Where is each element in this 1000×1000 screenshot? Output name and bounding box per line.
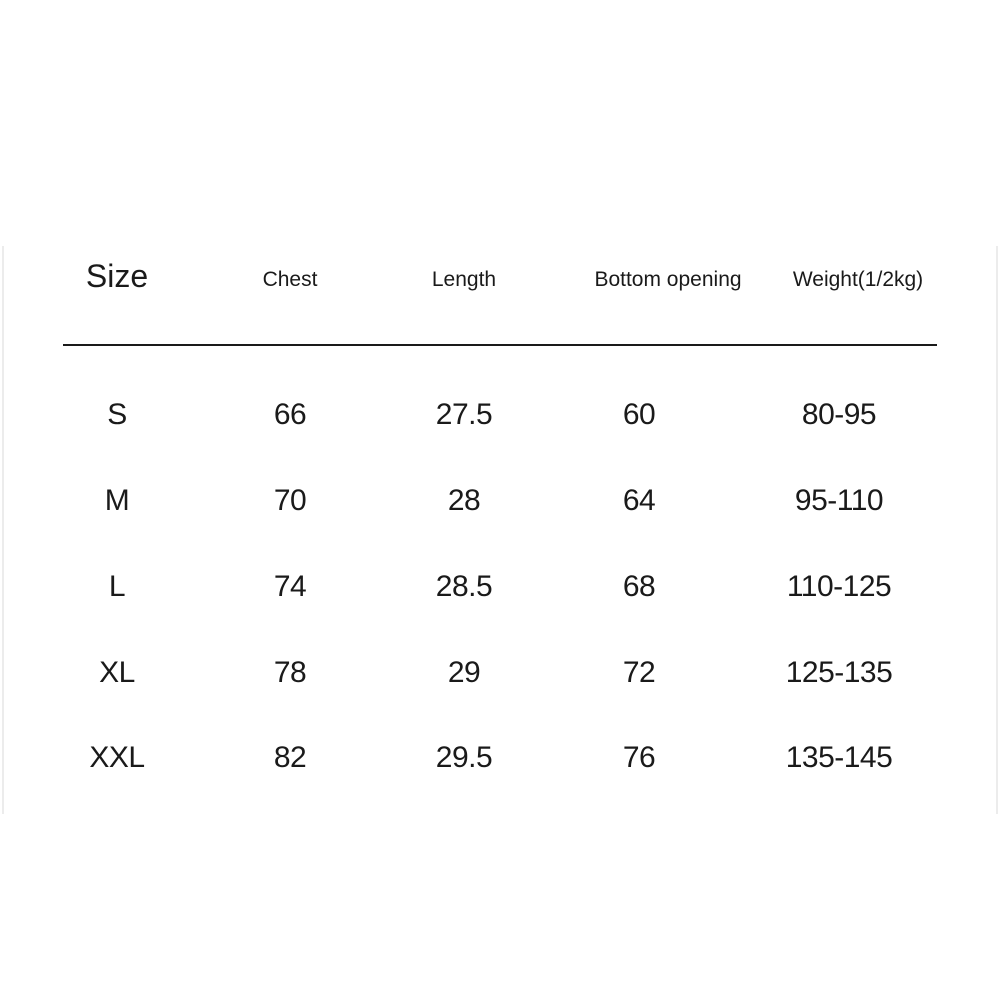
header-size: Size: [85, 258, 149, 294]
cell-size: XL: [99, 656, 135, 689]
cell-bottom-opening: 60: [622, 398, 656, 431]
cell-size: S: [107, 398, 127, 431]
header-length: Length: [431, 268, 497, 291]
size-chart-panel: [4, 246, 996, 814]
header-divider: [63, 344, 937, 346]
cell-bottom-opening: 76: [622, 741, 656, 774]
cell-length: 28: [447, 484, 481, 517]
cell-bottom-opening: 68: [622, 570, 656, 603]
cell-weight: 95-110: [794, 484, 884, 517]
cell-weight: 80-95: [801, 398, 877, 431]
cell-length: 29.5: [435, 741, 493, 774]
cell-length: 27.5: [435, 398, 493, 431]
cell-size: XXL: [89, 741, 145, 774]
cell-chest: 70: [273, 484, 307, 517]
cell-size: M: [104, 484, 130, 517]
cell-chest: 82: [273, 741, 307, 774]
cell-weight: 125-135: [785, 656, 893, 689]
cell-bottom-opening: 64: [622, 484, 656, 517]
header-weight: Weight(1/2kg): [792, 268, 924, 291]
cell-weight: 135-145: [785, 741, 893, 774]
cell-chest: 78: [273, 656, 307, 689]
cell-size: L: [108, 570, 126, 603]
cell-chest: 74: [273, 570, 307, 603]
header-bottom-opening: Bottom opening: [594, 268, 742, 291]
cell-weight: 110-125: [786, 570, 892, 603]
cell-chest: 66: [273, 398, 307, 431]
cell-length: 29: [447, 656, 481, 689]
cell-length: 28.5: [435, 570, 493, 603]
cell-bottom-opening: 72: [622, 656, 656, 689]
header-chest: Chest: [262, 268, 318, 291]
